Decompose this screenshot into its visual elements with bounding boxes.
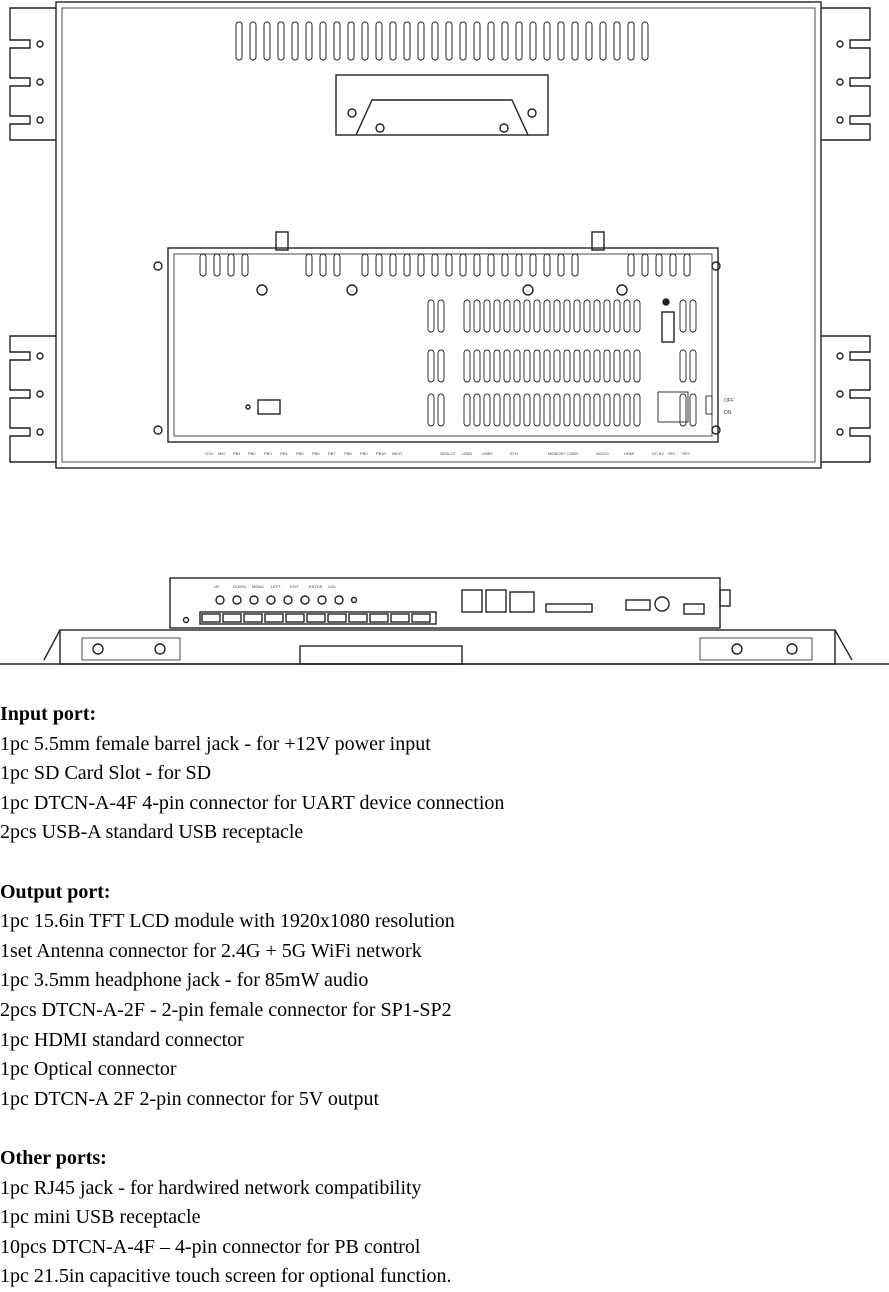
list-item: 1pc SD Card Slot - for SD — [0, 762, 212, 785]
section-heading: Input port: — [0, 703, 97, 725]
port-label: PB2 — [248, 451, 256, 456]
port-specification-list — [0, 700, 889, 1292]
button-label: VOL — [328, 584, 337, 589]
other-ports-section — [0, 1144, 889, 1292]
port-label: SDSLOT — [440, 451, 457, 456]
port-label: PB1 — [233, 451, 241, 456]
mounting-bracket-left-top — [10, 8, 56, 140]
port-label: +12V — [204, 451, 214, 456]
side-view — [0, 578, 889, 664]
port-label: ETH — [510, 451, 518, 456]
list-item: 1pc DTCN-A-4F 4-pin connector for UART device connection — [0, 791, 505, 814]
section-heading: Output port: — [0, 880, 111, 903]
port-label: HDMI — [624, 451, 635, 456]
port-label: MIC — [218, 451, 226, 456]
port-label: MEMORY CARD — [548, 451, 579, 456]
port-label: SP1 — [668, 451, 676, 456]
list-item: 2pcs USB-A standard USB receptacle — [0, 821, 304, 844]
port-label: NEXT — [392, 451, 403, 456]
port-label: USB1 — [462, 451, 473, 456]
mounting-bracket-right-top — [821, 8, 870, 140]
switch-label: OFF — [724, 398, 734, 404]
button-label: MENU — [252, 584, 264, 589]
control-box-back — [154, 232, 720, 442]
button-label: UP — [214, 584, 220, 589]
top-vent-slots — [236, 22, 648, 60]
list-item: 2pcs DTCN-A-2F - 2-pin female connector for SP1-SP2 — [0, 998, 452, 1021]
button-label: EXIT — [290, 584, 299, 589]
input-port-section — [0, 700, 889, 848]
port-label: PB3 — [264, 451, 272, 456]
list-item: 1pc HDMI standard connector — [0, 1028, 244, 1051]
list-item: 1pc 21.5in capacitive touch screen for optional function. — [0, 1265, 452, 1288]
mounting-bracket-right-bottom — [821, 336, 870, 462]
list-item: 1pc DTCN-A 2F 2-pin connector for 5V output — [0, 1087, 380, 1110]
handle-plate — [336, 75, 548, 135]
port-label: PB8 — [344, 451, 352, 456]
section-heading: Other ports: — [0, 1146, 107, 1169]
list-item: 1pc RJ45 jack - for hardwired network compatibility — [0, 1176, 422, 1199]
list-item: 1pc 15.6in TFT LCD module with 1920x1080 resolution — [0, 910, 455, 933]
port-label: DC 5V — [652, 451, 664, 456]
switch-label: ON — [724, 410, 732, 416]
output-port-section — [0, 878, 889, 1115]
list-item: 1set Antenna connector for 2.4G + 5G WiFi network — [0, 939, 422, 962]
port-label: SP2 — [682, 451, 690, 456]
port-label: USB2 — [482, 451, 493, 456]
list-item: 10pcs DTCN-A-4F – 4-pin connector for PB control — [0, 1235, 421, 1258]
port-label: PB7 — [328, 451, 336, 456]
list-item: 1pc 3.5mm headphone jack - for 85mW audio — [0, 969, 369, 992]
port-label: AUDIO — [596, 451, 609, 456]
list-item: 1pc 5.5mm female barrel jack - for +12V power input — [0, 732, 431, 755]
port-label: PB5 — [296, 451, 304, 456]
list-item: 1pc Optical connector — [0, 1058, 177, 1081]
button-label: DOWN — [233, 584, 246, 589]
port-label: PB9 — [360, 451, 368, 456]
port-label: PB10 — [376, 451, 386, 456]
mounting-bracket-left-bottom — [10, 336, 56, 462]
port-label: PB4 — [280, 451, 288, 456]
port-label: PB6 — [312, 451, 320, 456]
button-label: ENTER — [309, 584, 323, 589]
list-item: 1pc mini USB receptacle — [0, 1206, 201, 1229]
button-label: LEFT — [271, 584, 281, 589]
